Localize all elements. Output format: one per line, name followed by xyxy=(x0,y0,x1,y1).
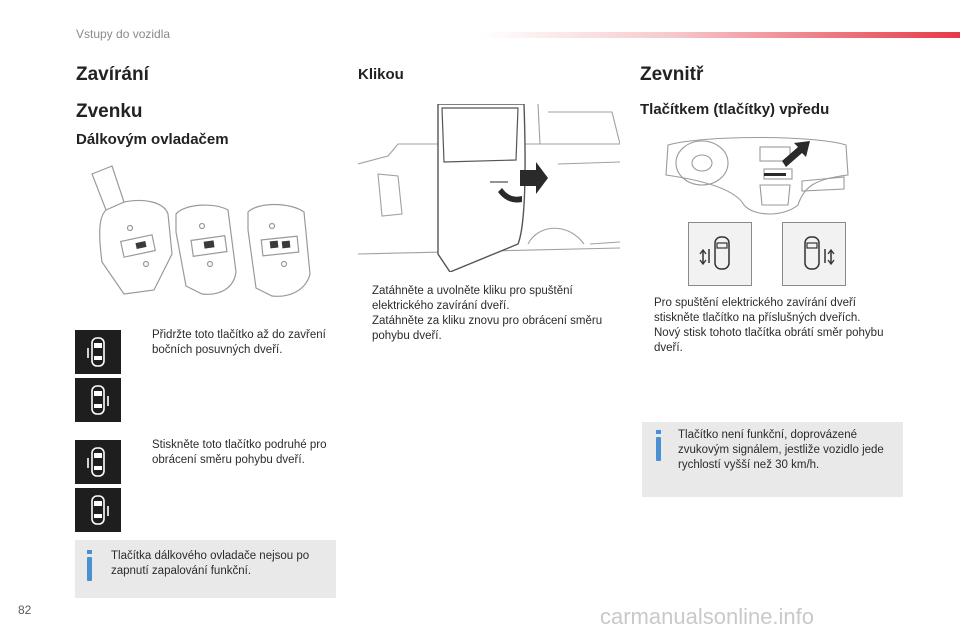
bullet-text: Stiskněte toto tlačítko podruhé pro obrácení směru pohybu dveří. xyxy=(152,439,327,466)
bullet-item xyxy=(358,314,608,344)
chapter-title: Vstupy do vozidla xyxy=(76,27,171,41)
front-button-bullets xyxy=(640,296,890,356)
left-door-button-icon xyxy=(75,440,121,484)
watermark: carmanualsonline.info xyxy=(600,604,815,629)
bullet-press-again xyxy=(138,438,328,468)
info-box-speed xyxy=(642,422,903,497)
bullet-hold-button xyxy=(138,328,328,358)
bullet-item xyxy=(640,326,890,356)
section-title-outside: Zvenku xyxy=(76,101,143,122)
left-door-inside-button-icon xyxy=(688,222,752,286)
bullet-marker xyxy=(640,296,654,326)
header-accent-bar xyxy=(480,32,960,38)
sliding-door-illustration xyxy=(358,104,620,272)
page-number: 82 xyxy=(18,603,32,617)
right-door-inside-button-icon xyxy=(782,222,846,286)
subsection-remote: Dálkovým ovladačem xyxy=(76,131,229,148)
info-icon-bar xyxy=(87,557,92,581)
bullet-marker xyxy=(138,328,152,358)
info-text: Tlačítko není funkční, doprovázené zvukovým signálem, jestliže vozidlo jede rychlostí vyšší než 30 km/h. xyxy=(678,429,884,471)
section-title-handle: Klikou xyxy=(358,66,404,83)
dashboard-illustration xyxy=(664,135,850,219)
section-title-inside: Zevnitř xyxy=(640,64,704,85)
info-text: Tlačítka dálkového ovladače nejsou po zapnutí zapalování funkční. xyxy=(111,550,310,577)
bullet-text: Zatáhněte a uvolněte kliku pro spuštění elektrického zavírání dveří. xyxy=(372,285,573,312)
left-door-button-icon xyxy=(75,330,121,374)
page-title: Zavírání xyxy=(76,64,149,85)
bullet-marker xyxy=(138,438,152,468)
remote-keys-illustration xyxy=(84,162,334,312)
bullet-text: Nový stisk tohoto tlačítka obrátí směr pohybu dveří. xyxy=(654,327,884,354)
bullet-item xyxy=(640,296,890,326)
info-icon xyxy=(656,430,661,434)
right-door-button-icon xyxy=(75,488,121,532)
bullet-marker xyxy=(358,314,372,344)
handle-bullets xyxy=(358,284,608,344)
info-box-remote xyxy=(75,540,336,598)
bullet-marker xyxy=(640,326,654,356)
bullet-text: Pro spuštění elektrického zavírání dveří stiskněte tlačítko na příslušných dveřích. xyxy=(654,297,861,324)
subsection-front-buttons: Tlačítkem (tlačítky) vpředu xyxy=(640,101,830,118)
info-icon-bar xyxy=(656,437,661,461)
bullet-text: Zatáhněte za kliku znovu pro obrácení směru pohybu dveří. xyxy=(372,315,603,342)
info-icon xyxy=(87,550,92,554)
right-door-button-icon xyxy=(75,378,121,422)
bullet-text: Přidržte toto tlačítko až do zavření bočních posuvných dveří. xyxy=(152,329,326,356)
bullet-item xyxy=(358,284,608,314)
bullet-marker xyxy=(358,284,372,314)
